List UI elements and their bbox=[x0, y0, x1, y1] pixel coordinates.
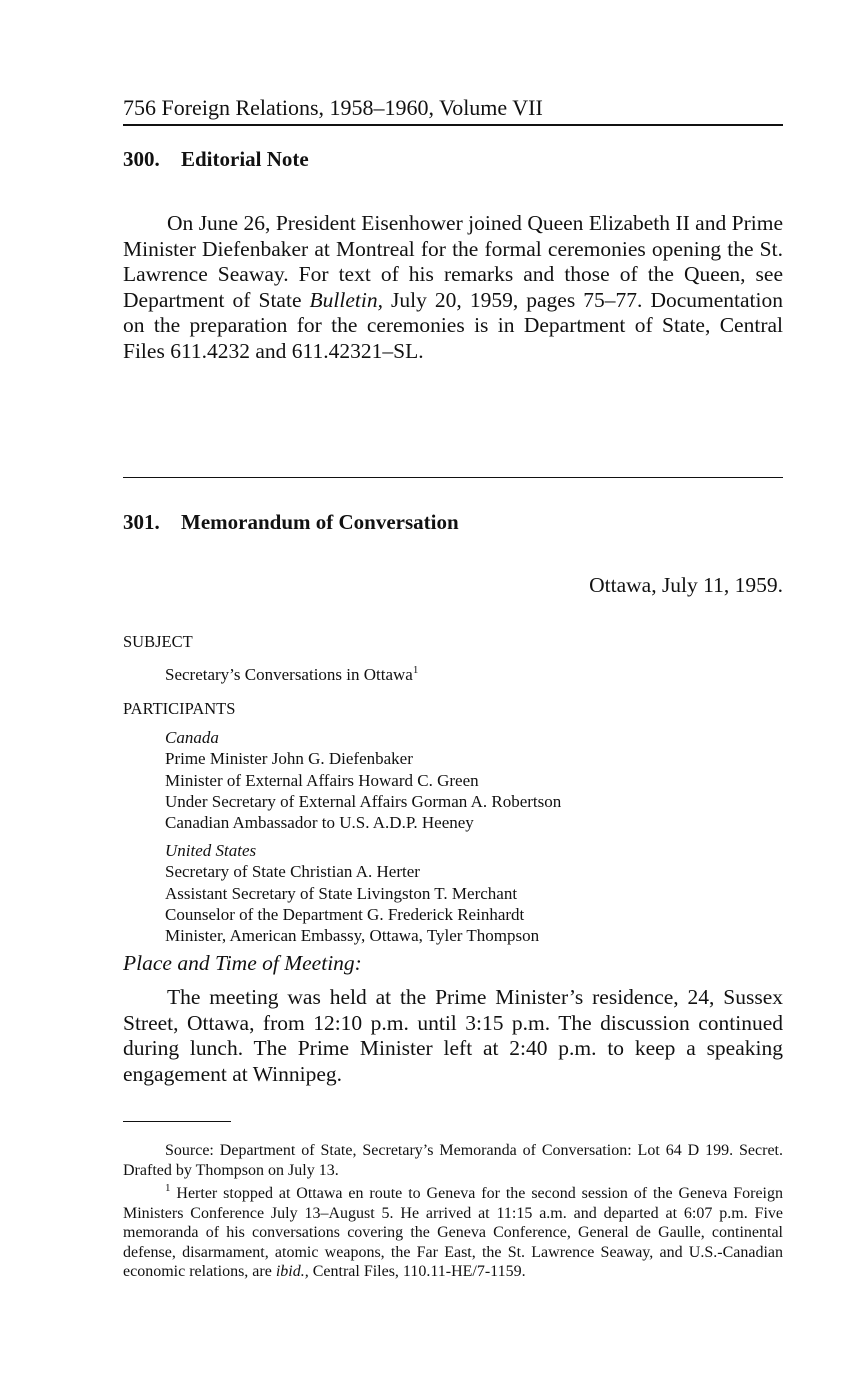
footnote-1-text-1: Herter stopped at Ottawa en route to Geneva for the second session of the Geneva Foreign Ministers Conference July 13–August 5. He arrived at 11:15 a.m. and departed at 6:07 p.m. Five memoranda of his conversations covering the Geneva Conference, General de Gaulle, continental defense, disarmament, atomic weapons, the Far East, the St. Lawrence Seaway, and U.S.-Canadian economic relations, are bbox=[123, 1185, 783, 1280]
footnote-1-mark: 1 bbox=[165, 1182, 171, 1194]
participant-item: Secretary of State Christian A. Herter bbox=[165, 862, 420, 882]
doc-300-number: 300. bbox=[123, 147, 160, 171]
place-time-heading: Place and Time of Meeting: bbox=[123, 951, 362, 975]
participant-item: Counselor of the Department G. Frederick Reinhardt bbox=[165, 904, 525, 924]
participant-item: Assistant Secretary of State Livingston T. Merchant bbox=[165, 883, 518, 903]
doc-301-heading bbox=[123, 510, 459, 535]
editorial-note-text-2: July 20, 1959, pages 75–77. Documentation on the preparation for the ceremonies is in Department of State, Central Files 611.4232 and 611.42321–SL. bbox=[123, 287, 783, 363]
participant-item: Under Secretary of External Affairs Gorman A. Robertson bbox=[165, 791, 562, 811]
editorial-note-italic: Bulletin, bbox=[309, 287, 383, 312]
participant-item: Minister, American Embassy, Ottawa, Tyler Thompson bbox=[165, 926, 540, 946]
document-separator bbox=[123, 477, 783, 478]
subject-label: SUBJECT bbox=[123, 632, 193, 651]
header-rule bbox=[123, 124, 783, 126]
footnote-1-italic: ibid., bbox=[275, 1263, 309, 1280]
editorial-note-body bbox=[123, 211, 783, 365]
participant-item: Canadian Ambassador to U.S. A.D.P. Heeney bbox=[165, 813, 474, 833]
footnote-1 bbox=[123, 1184, 783, 1282]
editorial-note-text-1: On June 26, President Eisenhower joined Queen Elizabeth II and Prime Minister Diefenbaker at Montreal for the formal ceremonies opening the St. Lawrence Seaway. For text of his remarks and those of the Queen, see Department of State bbox=[123, 211, 783, 312]
us-participants bbox=[165, 840, 539, 946]
subject-text-line bbox=[165, 664, 418, 685]
doc-300-title: Editorial Note bbox=[181, 147, 309, 171]
doc-301-title: Memorandum of Conversation bbox=[181, 510, 459, 534]
source-note: Source: Department of State, Secretary’s Memoranda of Conversation: Lot 64 D 199. Secret. Drafted by Thompson on July 13. bbox=[123, 1142, 783, 1179]
participant-item: Minister of External Affairs Howard C. Green bbox=[165, 770, 479, 790]
running-head: 756 Foreign Relations, 1958–1960, Volume VII bbox=[123, 95, 543, 120]
canada-label: Canada bbox=[165, 728, 219, 747]
subject-text: Secretary’s Conversations in Ottawa bbox=[165, 665, 413, 684]
footnote-1-text-2: Central Files, 110.11-HE/7-1159. bbox=[308, 1263, 526, 1280]
dateline: Ottawa, July 11, 1959. bbox=[589, 573, 783, 597]
participants-label: PARTICIPANTS bbox=[123, 699, 236, 718]
subject-footnote-mark: 1 bbox=[412, 664, 419, 676]
doc-300-heading bbox=[123, 147, 309, 172]
doc-301-number: 301. bbox=[123, 510, 160, 534]
participant-item: Prime Minister John G. Diefenbaker bbox=[165, 749, 413, 769]
us-label: United States bbox=[165, 841, 257, 860]
meeting-paragraph: The meeting was held at the Prime Minister’s residence, 24, Sussex Street, Ottawa, from 12:10 p.m. until 3:15 p.m. The discussion continued during lunch. The Prime Minister left at 2:40 p.m. to keep a speaking engagement at Winnipeg. bbox=[123, 985, 783, 1086]
canada-participants bbox=[165, 727, 561, 833]
footnote-rule bbox=[123, 1121, 231, 1122]
